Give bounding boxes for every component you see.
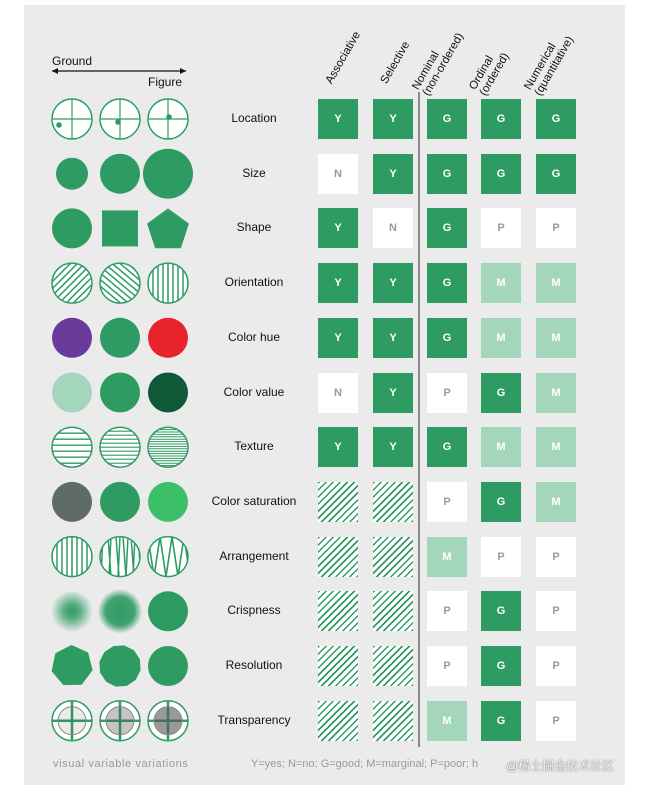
rating-cell: Y	[318, 208, 358, 248]
rating-cell: M	[427, 701, 467, 741]
row-label: Color hue	[227, 329, 281, 344]
rating-cell	[373, 646, 413, 686]
rating-cell: P	[427, 482, 467, 522]
watermark: @稀土掘金技术社区	[506, 759, 615, 773]
medium-circle-icon	[100, 154, 140, 194]
footer-caption: visual variable variations	[53, 758, 189, 770]
rating-cell	[373, 482, 413, 522]
column-header-2: Selective	[378, 39, 413, 86]
rating-cell: P	[536, 701, 576, 741]
rating-cell: N	[318, 373, 358, 413]
rating-cell: G	[427, 263, 467, 303]
rating-cell: P	[536, 591, 576, 631]
rating-cell: Y	[373, 373, 413, 413]
medium-stripes-icon	[100, 427, 140, 467]
green-circle-icon	[100, 318, 140, 358]
rating-cell: Y	[373, 99, 413, 139]
rating-cell: G	[481, 373, 521, 413]
rating-cell: M	[481, 318, 521, 358]
rating-cell: G	[536, 154, 576, 194]
transparent-circle-icon	[52, 701, 92, 741]
rating-cell: P	[481, 208, 521, 248]
square-icon	[102, 210, 138, 246]
smooth-circle-icon	[148, 646, 188, 686]
rating-cell: P	[427, 646, 467, 686]
rating-cell: M	[536, 318, 576, 358]
location-1-icon	[52, 99, 92, 139]
rating-cell: G	[481, 646, 521, 686]
location-3-icon	[148, 99, 188, 139]
circle-icon	[52, 208, 92, 248]
rating-cell	[373, 537, 413, 577]
rating-cell: G	[481, 482, 521, 522]
row-label: Shape	[236, 220, 272, 235]
row-label: Texture	[234, 439, 274, 454]
opaque-circle-icon	[148, 701, 188, 741]
footer-legend: Y=yes; N=no; G=good; M=marginal; P=poor; h	[251, 758, 479, 770]
column-header-1: Associative	[323, 29, 364, 86]
ground-label: Ground	[52, 54, 93, 68]
rating-cell: G	[481, 99, 521, 139]
regular-lines-icon	[52, 537, 92, 577]
soft-circle-icon	[98, 589, 142, 633]
heptagon-icon	[52, 645, 93, 685]
rating-cell: Y	[318, 318, 358, 358]
rating-cell	[373, 591, 413, 631]
rating-cell	[318, 591, 358, 631]
rating-cell: Y	[318, 99, 358, 139]
rating-cell: P	[427, 373, 467, 413]
rating-cell: M	[481, 427, 521, 467]
rating-cell: G	[427, 99, 467, 139]
rating-cell: G	[427, 208, 467, 248]
small-circle-icon	[56, 158, 88, 190]
figure-label: Figure	[148, 75, 183, 89]
rating-cell: P	[536, 537, 576, 577]
right-arrow-icon	[180, 68, 186, 74]
zigzag-lines-icon	[148, 537, 190, 577]
column-header-5: Numerical (quantitative)	[522, 34, 577, 98]
rating-cell: M	[536, 373, 576, 413]
rating-cell: G	[427, 154, 467, 194]
rating-cell: P	[481, 537, 521, 577]
row-label: Crispness	[227, 603, 281, 618]
rating-cell: Y	[373, 154, 413, 194]
row-label: Transparency	[217, 712, 291, 727]
fine-stripes-icon	[148, 427, 188, 467]
rating-cell: G	[481, 591, 521, 631]
row-label: Resolution	[225, 658, 283, 672]
rating-cell	[318, 701, 358, 741]
polygon-icon	[99, 645, 140, 686]
row-label: Size	[242, 165, 266, 180]
left-arrow-icon	[52, 68, 58, 74]
row-label: Arrangement	[219, 548, 289, 563]
rating-cell	[373, 701, 413, 741]
rating-cell: G	[536, 99, 576, 139]
large-circle-icon	[143, 149, 193, 199]
location-2-icon	[100, 99, 140, 139]
rating-cell: P	[536, 208, 576, 248]
rating-cell: P	[427, 591, 467, 631]
rating-cell: M	[536, 482, 576, 522]
vertical-lines-icon	[148, 263, 188, 303]
row-label: Color saturation	[211, 493, 297, 508]
rating-cell: Y	[318, 263, 358, 303]
rating-cell: N	[373, 208, 413, 248]
diagonal-lines-icon	[44, 255, 101, 312]
rating-cell: G	[427, 318, 467, 358]
rating-cell: M	[536, 427, 576, 467]
column-header-3: Nominal (non-ordered)	[410, 31, 467, 99]
red-circle-icon	[148, 318, 188, 358]
column-header-4: Ordinal (ordered)	[467, 51, 512, 98]
row-label: Color value	[223, 384, 285, 399]
rating-cell: Y	[373, 427, 413, 467]
bright-green-circle-icon	[148, 482, 188, 522]
rating-cell: G	[481, 701, 521, 741]
light-green-circle-icon	[52, 373, 92, 413]
rating-cell: P	[536, 646, 576, 686]
semi-transparent-circle-icon	[100, 701, 140, 741]
rating-cell: Y	[373, 318, 413, 358]
green-circle-icon	[100, 482, 140, 522]
diagonal-lines-alt-icon	[92, 255, 148, 311]
rating-cell: Y	[318, 427, 358, 467]
rating-cell	[318, 537, 358, 577]
row-label: Location	[231, 111, 277, 125]
irregular-lines-icon	[100, 537, 141, 577]
rating-cell	[318, 482, 358, 522]
pentagon-icon	[147, 208, 189, 248]
rating-cell: M	[536, 263, 576, 303]
dark-green-circle-icon	[148, 373, 188, 413]
crisp-circle-icon	[148, 591, 188, 631]
rating-cell: M	[427, 537, 467, 577]
rating-cell: M	[481, 263, 521, 303]
wide-stripes-icon	[52, 427, 92, 467]
green-circle-icon	[100, 373, 140, 413]
purple-circle-icon	[52, 318, 92, 358]
row-label: Orientation	[224, 275, 284, 290]
gray-circle-icon	[52, 482, 92, 522]
rating-cell: G	[427, 427, 467, 467]
blurry-circle-icon	[51, 590, 93, 632]
rating-cell: G	[481, 154, 521, 194]
rating-cell	[318, 646, 358, 686]
rating-cell: N	[318, 154, 358, 194]
rating-cell: Y	[373, 263, 413, 303]
